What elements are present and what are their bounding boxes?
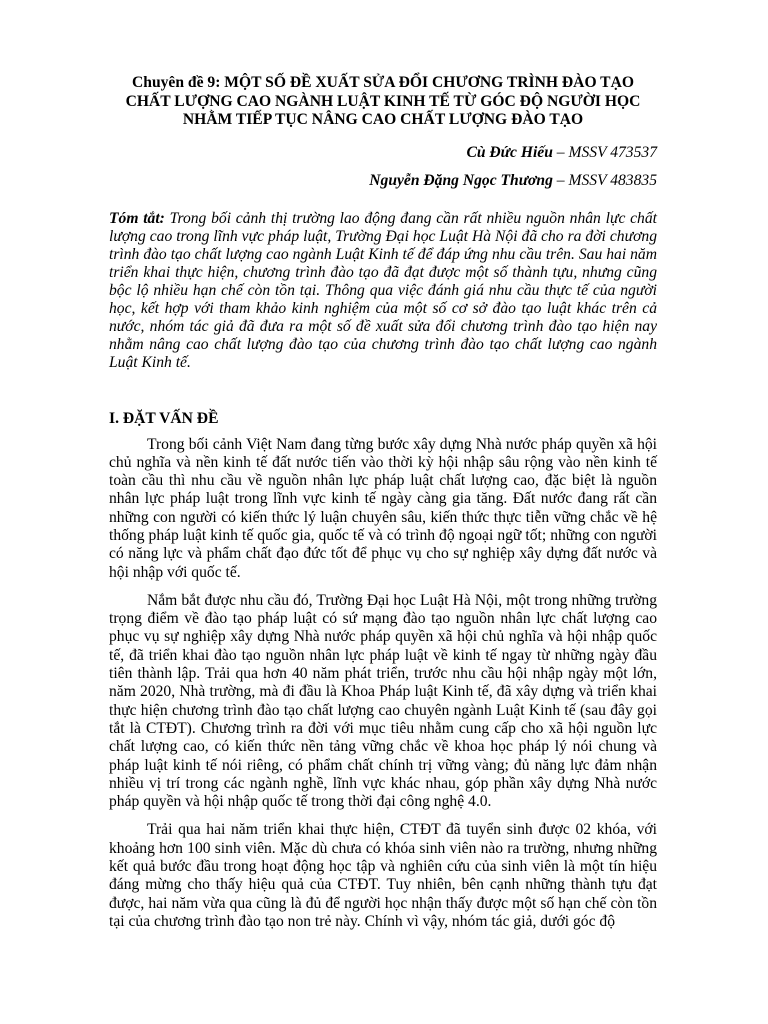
abstract xyxy=(109,210,657,372)
abstract-label: Tóm tắt: xyxy=(109,209,165,227)
body-paragraph: Trải qua hai năm triển khai thực hiện, CTĐT đã tuyển sinh được 02 khóa, với khoảng hơn 100 sinh viên. Mặc dù chưa có khóa sinh viên nào ra trường, nhưng những kết quả bước đầu trong hoạt động học tập và nghiên cứu của sinh viên là một tín hiệu đáng mừng cho thấy hiệu quả của CTĐT. Tuy nhiên, bên cạnh những thành tựu đạt được, hai năm vừa qua cũng là đủ để người học nhận thấy được một số hạn chế còn tồn tại của chương trình đào tạo non trẻ này. Chính vì vậy, nhóm tác giả, dưới góc độ xyxy=(109,821,657,930)
body-paragraph: Nắm bắt được nhu cầu đó, Trường Đại học Luật Hà Nội, một trong những trường trọng điểm về đào tạo pháp luật có sứ mạng đào tạo nguồn nhân lực chất lượng cao phục vụ sự nghiệp xây dựng Nhà nước pháp quyền xã hội chủ nghĩa và hội nhập quốc tế, đã triển khai đào tạo nguồn nhân lực pháp luật về kinh tế ngay từ những ngày đầu tiên thành lập. Trải qua hơn 40 năm phát triển, trước nhu cầu hội nhập ngày một lớn, năm 2020, Nhà trường, mà đi đầu là Khoa Pháp luật Kinh tế, đã xây dựng và triển khai thực hiện chương trình đào tạo chất lượng cao chuyên ngành Luật Kinh tế (sau đây gọi tắt là CTĐT). Chương trình ra đời với mục tiêu nhằm cung cấp cho xã hội nguồn lực chất lượng cao, có kiến thức nền tảng vững chắc về khoa học pháp lý nói chung và pháp luật kinh tế nói riêng, có phẩm chất chính trị vững vàng; đủ năng lực đảm nhận nhiều vị trí trong các ngành nghề, lĩnh vực khác nhau, góp phần xây dựng Nhà nước pháp quyền và hội nhập quốc tế trong thời đại công nghệ 4.0. xyxy=(109,591,657,811)
author-line-1 xyxy=(109,144,657,162)
paper-title xyxy=(109,74,657,130)
author-name: Cù Đức Hiếu xyxy=(466,143,553,161)
author-name: Nguyễn Đặng Ngọc Thương xyxy=(369,171,553,189)
author-student-id: – MSSV 483835 xyxy=(552,171,657,189)
title-line-1: Chuyên đề 9: MỘT SỐ ĐỀ XUẤT SỬA ĐỔI CHƯƠNG TRÌNH ĐÀO TẠO xyxy=(132,74,634,91)
section-heading: I. ĐẶT VẤN ĐỀ xyxy=(109,409,219,427)
title-line-2: CHẤT LƯỢNG CAO NGÀNH LUẬT KINH TẾ TỪ GÓC ĐỘ NGƯỜI HỌC xyxy=(125,92,641,110)
author-line-2 xyxy=(109,172,657,190)
body-paragraph: Trong bối cảnh Việt Nam đang từng bước xây dựng Nhà nước pháp quyền xã hội chủ nghĩa và nền kinh tế đất nước tiến vào thời kỳ hội nhập sâu rộng vào nền kinh tế toàn cầu thì nhu cầu về nguồn nhân lực pháp luật chất lượng cao, đặc biệt là nguồn nhân lực pháp luật trong lĩnh vực kinh tế ngày càng gia tăng. Đất nước đang rất cần những con người có kiến thức lý luận chuyên sâu, kiến thức thực tiễn vững chắc về hệ thống pháp luật kinh tế quốc gia, quốc tế và có trình độ ngoại ngữ tốt; những con người có năng lực và phẩm chất đạo đức tốt để phục vụ cho sự nghiệp xây dựng đất nước và hội nhập với quốc tế. xyxy=(109,435,657,581)
author-student-id: – MSSV 473537 xyxy=(552,143,657,161)
title-line-3: NHẰM TIẾP TỤC NÂNG CAO CHẤT LƯỢNG ĐÀO TẠO xyxy=(182,111,584,128)
abstract-text: Trong bối cảnh thị trường lao động đang cần rất nhiều nguồn nhân lực chất lượng cao trong lĩnh vực pháp luật, Trường Đại học Luật Hà Nội đã cho ra đời chương trình đào tạo chất lượng cao ngành Luật Kinh tế để đáp ứng nhu cầu trên. Sau hai năm triển khai thực hiện, chương trình đào tạo đã đạt được một số thành tựu, nhưng cũng bộc lộ nhiều hạn chế còn tồn tại. Thông qua việc đánh giá nhu cầu thực tế của người học, kết hợp với tham khảo kinh nghiệm của một số cơ sở đào tạo luật khác trên cả nước, nhóm tác giả đã đưa ra một số đề xuất sửa đổi chương trình đào tạo hiện nay nhằm nâng cao chất lượng đào tạo của chương trình đào tạo chất lượng cao ngành Luật Kinh tế. xyxy=(109,209,657,371)
